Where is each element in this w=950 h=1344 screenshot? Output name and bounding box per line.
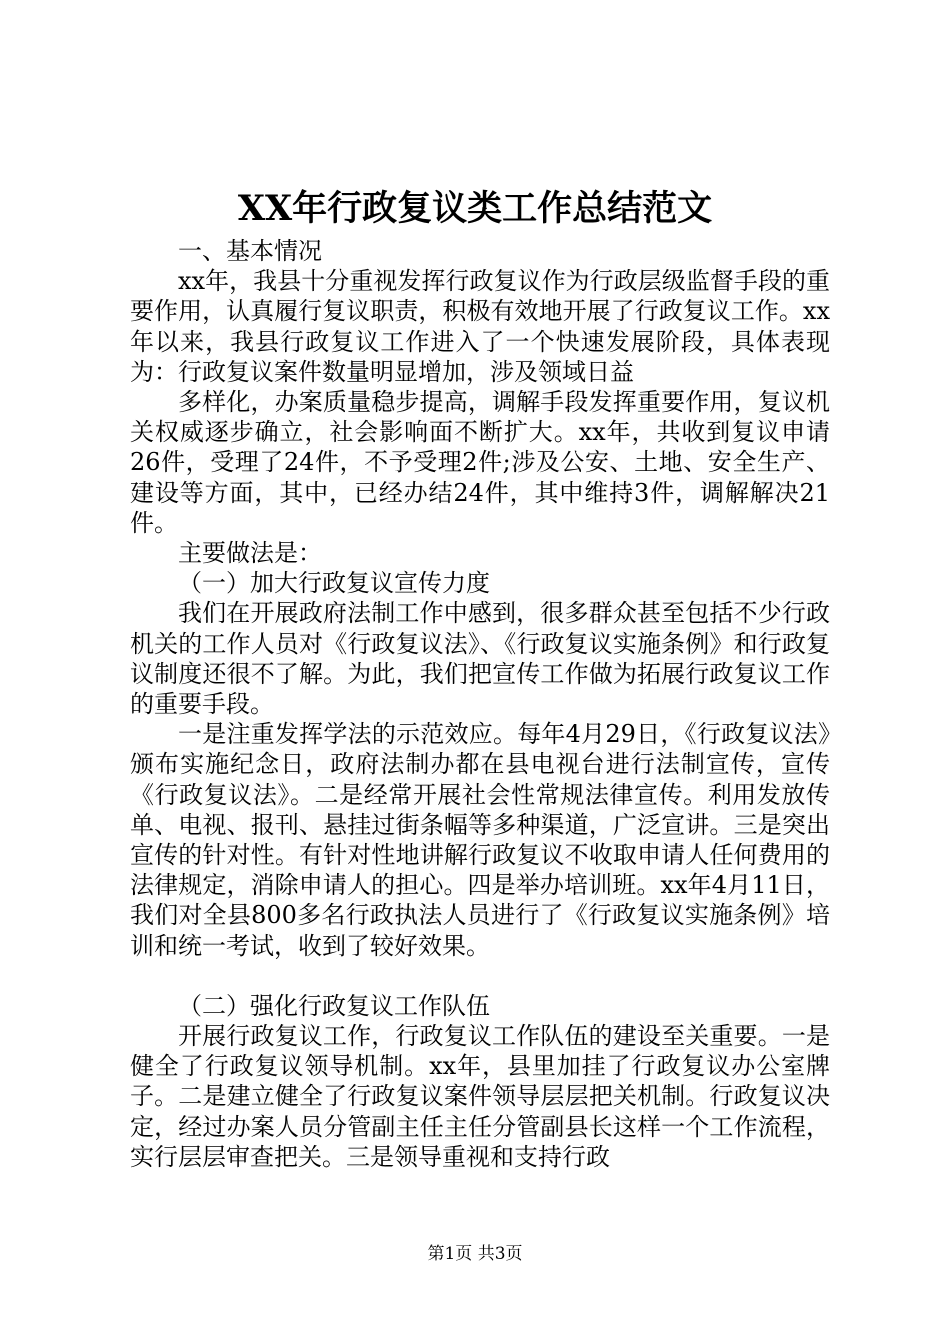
paragraph: 主要做法是： [178,539,322,568]
section-heading-basic: 一、基本情况 [178,237,322,265]
paragraph-gap [130,961,830,991]
subsection-heading-publicity: （一）加大行政复议宣传力度 [178,569,490,598]
paragraph: 开展行政复议工作，行政复议工作队伍的建设至关重要。一是健全了行政复议领导机制。xx年，县里加挂了行政复议办公室牌子。二是建立健全了行政复议案件领导层层把关机制。行政复议决定，经过办案人员分管副主任主任分管副县长这样一个工作流程，实行层层审查把关。三是领导重视和支持行政 [130,1022,830,1171]
document-body [130,236,830,1172]
paragraph: 多样化，办案质量稳步提高，调解手段发挥重要作用，复议机关权威逐步确立，社会影响面不断扩大。xx年，共收到复议申请26件，受理了24件，不予受理2件;涉及公安、土地、安全生产、建设等方面，其中，已经办结24件，其中维持3件，调解解决21件。 [130,388,830,537]
paragraph: 一是注重发挥学法的示范效应。每年4月29日，《行政复议法》颁布实施纪念日，政府法制办都在县电视台进行法制宣传，宣传《行政复议法》。二是经常开展社会性常规法律宣传。利用发放传单、电视、报刊、悬挂过街条幅等多种渠道，广泛宣讲。三是突出宣传的针对性。有针对性地讲解行政复议不收取申请人任何费用的法律规定，消除申请人的担心。四是举办培训班。xx年4月11日，我们对全县800多名行政执法人员进行了《行政复议实施条例》培训和统一考试，收到了较好效果。 [130,720,830,960]
paragraph: 我们在开展政府法制工作中感到，很多群众甚至包括不少行政机关的工作人员对《行政复议法》、《行政复议实施条例》和行政复议制度还很不了解。为此，我们把宣传工作做为拓展行政复议工作的重要手段。 [130,599,830,719]
subsection-heading-team: （二）强化行政复议工作队伍 [178,991,490,1020]
paragraph: xx年，我县十分重视发挥行政复议作为行政层级监督手段的重要作用，认真履行复议职责，积极有效地开展了行政复议工作。xx年以来，我县行政复议工作进入了一个快速发展阶段，具体表现为：行政复议案件数量明显增加，涉及领域日益 [130,267,830,386]
page-footer: 第1页 共3页 [427,1244,523,1264]
document-title: XX年行政复议类工作总结范文 [237,188,713,229]
